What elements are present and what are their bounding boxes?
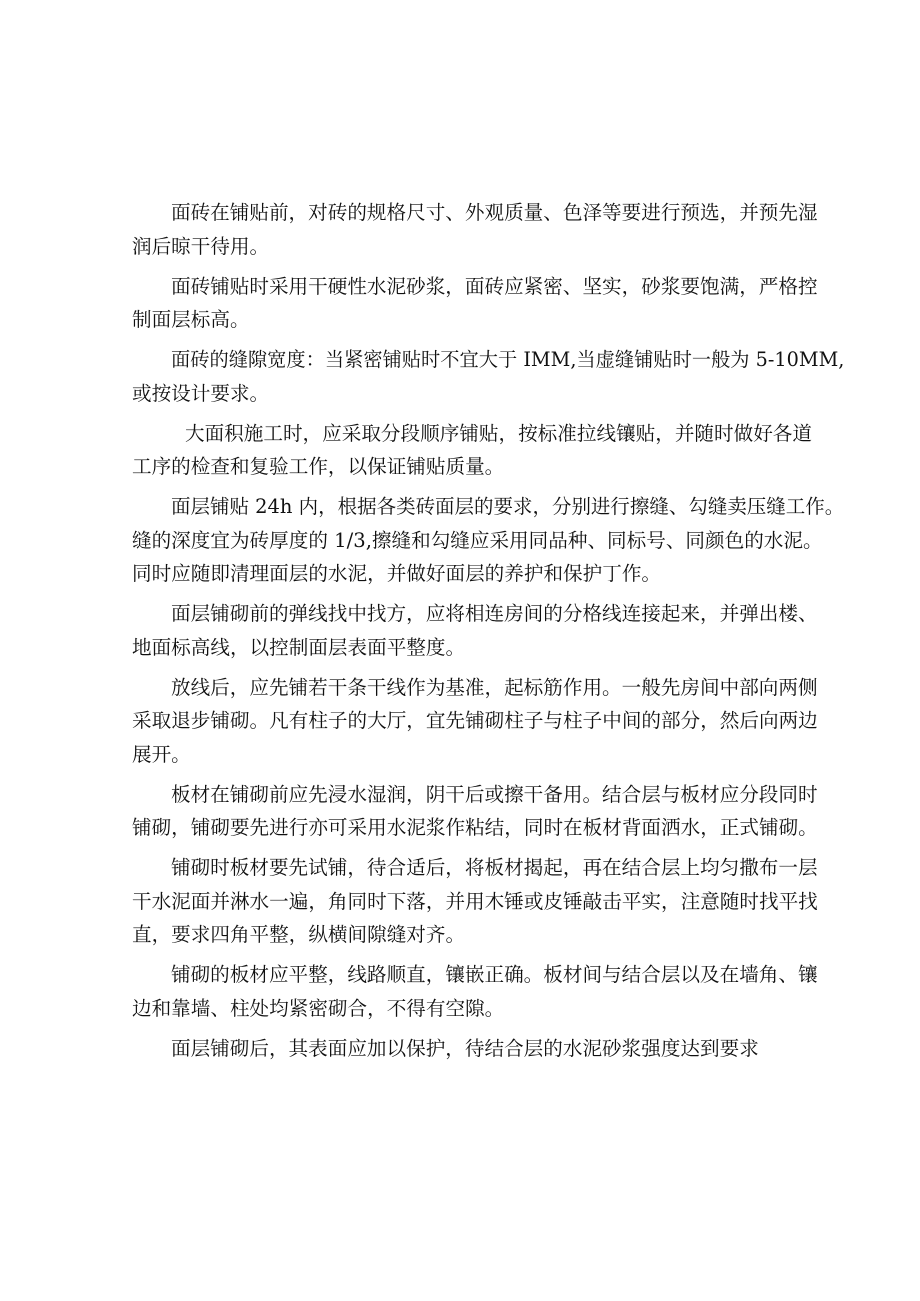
text-line: 同时应随即清理面层的水泥，并做好面层的养护和保护丁作。 xyxy=(132,562,662,585)
paragraph-snap-lines xyxy=(132,597,844,664)
text-line: 铺砌的板材应平整，线路顺直，镶嵌正确。板材间与结合层以及在墙角、镶 xyxy=(171,963,818,986)
text-line: 放线后，应先铺若干条干线作为基准，起标筋作用。一般先房间中部向两侧 xyxy=(171,675,818,699)
paragraph-protection xyxy=(132,1032,844,1066)
text-line: 边和靠墙、柱处均紧密砌合，不得有空隙。 xyxy=(132,996,505,1020)
text-line: 面层铺砌后，其表面应加以保护，待结合层的水泥砂浆强度达到要求 xyxy=(171,1036,759,1060)
paragraph-soak-boards xyxy=(132,778,844,845)
text-line: 面层铺砌前的弹线找中找方，应将相连房间的分格线连接起来，并弹出楼、 xyxy=(171,602,818,625)
text-line: 地面标高线，以控制面层表面平整度。 xyxy=(132,635,466,659)
text-line: 制面层标高。 xyxy=(132,308,250,331)
paragraph-joint-width xyxy=(132,343,844,410)
paragraph-dry-mortar xyxy=(132,270,844,337)
text-line: 缝的深度宜为砖厚度的 1/3,擦缝和勾缝应采用同品种、同标号、同颜色的水泥。 xyxy=(132,528,823,552)
text-line: 大面积施工时，应采取分段顺序铺贴，按标准拉线镶贴，并随时做好各道 xyxy=(185,421,812,445)
paragraph-setting-out xyxy=(132,671,844,772)
paragraph-jointing-24h xyxy=(132,490,844,591)
text-line: 直，要求四角平整，纵横间隙缝对齐。 xyxy=(132,923,466,946)
text-line: 铺砌时板材要先试铺，待合适后，将板材揭起，再在结合层上均匀撒布一层 xyxy=(171,856,818,879)
text-line: 面砖在铺贴前，对砖的规格尺寸、外观质量、色泽等要进行预选，并预先湿 xyxy=(171,201,818,224)
text-line: 铺砌，铺砌要先进行亦可采用水泥浆作粘结，同时在板材背面洒水，正式铺砌。 xyxy=(132,816,818,839)
text-line: 面砖的缝隙宽度：当紧密铺贴时不宜大于 IMM,当虚缝铺贴时一般为 5-10MM, xyxy=(171,348,845,371)
text-line: 板材在铺砌前应先浸水湿润，阴干后或擦干备用。结合层与板材应分段同时 xyxy=(171,782,818,806)
text-line: 干水泥面并淋水一遍，角同时下落，并用木锤或皮锤敲击平实，注意随时找平找 xyxy=(132,889,818,913)
paragraph-flatness xyxy=(132,958,844,1025)
paragraph-trial-laying xyxy=(132,851,844,952)
text-line: 工序的检查和复验工作，以保证铺贴质量。 xyxy=(132,455,505,478)
text-line: 面砖铺贴时采用干硬性水泥砂浆，面砖应紧密、坚实，砂浆要饱满，严格控 xyxy=(171,274,818,298)
text-line: 展开。 xyxy=(132,742,191,766)
text-line: 采取退步铺砌。凡有柱子的大厅，宜先铺砌柱子与柱子中间的部分，然后向两边 xyxy=(132,709,818,732)
paragraph-large-area xyxy=(132,417,844,484)
text-line: 润后晾干待用。 xyxy=(132,234,270,258)
document-body xyxy=(132,196,844,1072)
paragraph-tile-preselection xyxy=(132,196,844,263)
text-line: 或按设计要求。 xyxy=(132,381,270,405)
text-line: 面层铺贴 24h 内，根据各类砖面层的要求，分别进行擦缝、勾缝卖压缝工作。 xyxy=(171,495,845,518)
